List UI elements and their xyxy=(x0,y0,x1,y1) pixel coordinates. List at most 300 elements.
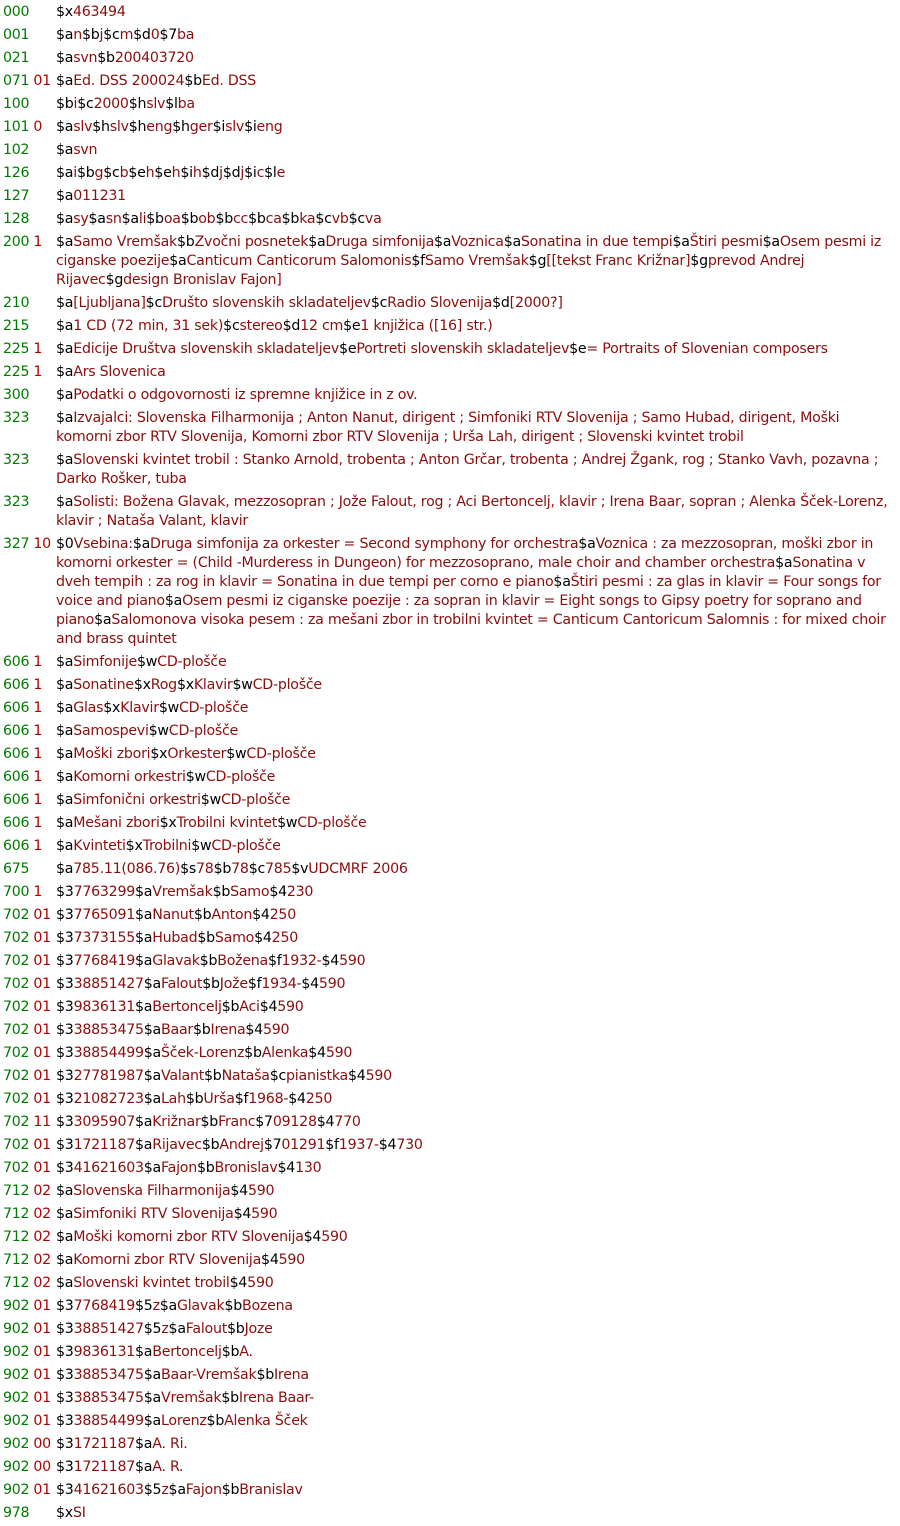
field-tag: 101 xyxy=(3,119,30,135)
field-tag-cell xyxy=(0,1320,56,1339)
subfield-value: slv xyxy=(146,96,166,112)
subfield-value: Podatki o odgovornosti iz spremne knjižice in z ov. xyxy=(73,387,418,403)
subfield-code: $a xyxy=(56,1275,74,1291)
subfield-value: 250 xyxy=(269,907,296,923)
subfield-value: 78 xyxy=(231,861,249,877)
marc-field-row xyxy=(0,493,900,531)
subfield-code: $b xyxy=(206,1413,225,1429)
subfield-value: Rog xyxy=(150,677,177,693)
subfield-value: 1932- xyxy=(281,953,322,969)
field-content xyxy=(56,768,900,787)
subfield-code: $a xyxy=(56,234,74,250)
subfield-value: pianistka xyxy=(286,1068,348,1084)
field-tag: 327 xyxy=(3,536,30,552)
subfield-value: g xyxy=(94,165,104,181)
marc-field-row xyxy=(0,340,900,359)
subfield-code: $a xyxy=(143,1413,162,1429)
field-content xyxy=(56,998,900,1017)
marc-field-row xyxy=(0,1021,900,1040)
subfield-code: $a xyxy=(135,930,153,946)
subfield-code: $g xyxy=(528,253,547,269)
subfield-code: $c xyxy=(103,27,120,43)
subfield-value: 590 xyxy=(318,976,346,992)
subfield-code: $a xyxy=(121,211,139,227)
subfield-code: $e xyxy=(569,341,587,357)
field-content xyxy=(56,317,900,336)
subfield-code: $b xyxy=(221,1482,240,1498)
subfield-value: Voznica : za mezzosopran, moški zbor in komorni orkester = (Child -Murderess in Dungeon) for mezzosoprano, male choir and chamber orchestra xyxy=(56,536,874,571)
subfield-code: $b xyxy=(199,953,218,969)
subfield-value: j xyxy=(240,165,245,181)
subfield-value: sy xyxy=(73,211,89,227)
field-content xyxy=(56,1458,900,1477)
subfield-code: $3 xyxy=(56,1436,74,1452)
subfield-value: design Bronislav Fajon] xyxy=(123,272,282,288)
marc-field-row xyxy=(0,814,900,833)
field-indicator: 1 xyxy=(33,364,43,380)
subfield-code: $4 xyxy=(245,1022,263,1038)
field-tag-cell xyxy=(0,1481,56,1500)
subfield-value: prevod Andrej Rijavec xyxy=(56,253,805,288)
field-tag-cell xyxy=(0,26,56,45)
subfield-value: Vremšak xyxy=(161,1390,222,1406)
subfield-code: $a xyxy=(135,907,153,923)
subfield-value: 3095907 xyxy=(73,1114,135,1130)
subfield-code: $a xyxy=(56,700,74,716)
subfield-value: [Ljubljana] xyxy=(73,295,146,311)
field-content xyxy=(56,883,900,902)
subfield-value: 011231 xyxy=(73,188,126,204)
marc-field-row xyxy=(0,26,900,45)
subfield-code: $f xyxy=(268,953,282,969)
subfield-code: $w xyxy=(226,746,247,762)
field-content xyxy=(56,745,900,764)
field-tag-cell xyxy=(0,141,56,160)
field-tag: 902 xyxy=(3,1367,30,1383)
marc-field-row xyxy=(0,451,900,489)
subfield-code: $a xyxy=(56,838,74,854)
field-content xyxy=(56,1297,900,1316)
subfield-value: Hubad xyxy=(152,930,198,946)
subfield-code: $4 xyxy=(348,1068,366,1084)
field-content xyxy=(56,187,900,206)
subfield-value: Radio Slovenija xyxy=(387,295,493,311)
subfield-code: $a xyxy=(143,1160,162,1176)
subfield-value: Sonatina v dveh tempih : za rog in klavir = Sonatina in due tempi per corno e piano xyxy=(56,555,866,590)
field-tag: 606 xyxy=(3,654,30,670)
subfield-value: h xyxy=(145,165,155,181)
subfield-code: $a xyxy=(143,1367,162,1383)
subfield-code: $a xyxy=(94,612,112,628)
subfield-code: $3 xyxy=(56,1160,74,1176)
subfield-code: $w xyxy=(185,769,206,785)
subfield-value: z xyxy=(161,1321,169,1337)
subfield-code: $3 xyxy=(56,1022,74,1038)
subfield-value: CD-plošče xyxy=(157,654,227,670)
subfield-code: $a xyxy=(56,815,74,831)
subfield-code: $a xyxy=(56,295,74,311)
field-tag-cell xyxy=(0,72,56,91)
field-content xyxy=(56,1389,900,1408)
subfield-code: $b xyxy=(81,27,100,43)
subfield-code: $x xyxy=(125,838,143,854)
field-content xyxy=(56,1021,900,1040)
field-indicator: 01 xyxy=(33,1482,51,1498)
marc-field-row xyxy=(0,1366,900,1385)
subfield-value: 7768419 xyxy=(73,1298,135,1314)
subfield-value: = Portraits of Slovenian composers xyxy=(586,341,828,357)
subfield-value: Sonatina in due tempi xyxy=(520,234,673,250)
field-indicator: 01 xyxy=(33,1160,51,1176)
subfield-code: $a xyxy=(56,410,74,426)
subfield-code: $c xyxy=(315,211,332,227)
field-tag-cell xyxy=(0,952,56,971)
subfield-value: Nanut xyxy=(152,907,194,923)
subfield-value: 2000 xyxy=(93,96,129,112)
field-tag-cell xyxy=(0,294,56,313)
subfield-code: $i xyxy=(212,119,226,135)
subfield-value: ba xyxy=(177,96,195,112)
subfield-code: $x xyxy=(133,677,151,693)
field-tag-cell xyxy=(0,722,56,741)
subfield-value: Klavir xyxy=(193,677,233,693)
subfield-code: $a xyxy=(56,211,74,227)
subfield-code: $3 xyxy=(56,1413,74,1429)
subfield-code: $3 xyxy=(56,1321,74,1337)
subfield-value: z xyxy=(152,1298,160,1314)
subfield-value: 38853475 xyxy=(73,1390,144,1406)
field-tag-cell xyxy=(0,164,56,183)
subfield-value: 590 xyxy=(278,1252,305,1268)
field-indicator: 00 xyxy=(33,1459,51,1475)
subfield-value: Izvajalci: Slovenska Filharmonija ; Anton Nanut, dirigent ; Simfoniki RTV Slovenija ; Samo Hubad, dirigent, Moški komorni zbor RTV Slovenija, Komorni zbor RTV Slovenija ; Urša Lah, dirigent ; Slovenski kvintet trobil xyxy=(56,410,840,445)
subfield-code: $b xyxy=(185,1091,204,1107)
subfield-value: Urša xyxy=(203,1091,235,1107)
subfield-code: $x xyxy=(150,746,168,762)
field-tag: 606 xyxy=(3,769,30,785)
field-indicator: 01 xyxy=(33,73,51,89)
field-tag: 712 xyxy=(3,1229,30,1245)
field-tag-cell xyxy=(0,791,56,810)
subfield-code: $h xyxy=(172,119,190,135)
field-tag: 702 xyxy=(3,1045,30,1061)
field-content xyxy=(56,409,900,447)
subfield-code: $c xyxy=(77,96,94,112)
field-content xyxy=(56,814,900,833)
subfield-value: 9836131 xyxy=(73,999,135,1015)
subfield-code: $3 xyxy=(56,976,74,992)
field-tag-cell xyxy=(0,1113,56,1132)
subfield-value: vb xyxy=(331,211,349,227)
subfield-value: Glavak xyxy=(177,1298,225,1314)
subfield-code: $a xyxy=(168,1482,186,1498)
subfield-value: cc xyxy=(232,211,249,227)
subfield-value: Irena xyxy=(273,1367,309,1383)
subfield-code: $a xyxy=(434,234,452,250)
field-tag-cell xyxy=(0,451,56,470)
subfield-code: $3 xyxy=(56,1298,74,1314)
field-tag-cell xyxy=(0,1274,56,1293)
field-tag: 700 xyxy=(3,884,30,900)
subfield-code: $3 xyxy=(56,1091,74,1107)
field-content xyxy=(56,1044,900,1063)
subfield-value: ka xyxy=(299,211,316,227)
subfield-code: $b xyxy=(146,211,164,227)
subfield-code: $3 xyxy=(56,999,74,1015)
field-indicator: 01 xyxy=(33,976,51,992)
subfield-value: 1721187 xyxy=(73,1459,135,1475)
field-content xyxy=(56,386,900,405)
marc-field-row xyxy=(0,164,900,183)
field-tag: 702 xyxy=(3,907,30,923)
subfield-value: Vsebina: xyxy=(73,536,133,552)
field-indicator: 01 xyxy=(33,1137,51,1153)
marc-field-row xyxy=(0,72,900,91)
subfield-value: z xyxy=(161,1482,169,1498)
subfield-code: $b xyxy=(97,50,115,66)
field-content xyxy=(56,791,900,810)
subfield-value: 1937- xyxy=(338,1137,379,1153)
subfield-value: Druga simfonija xyxy=(325,234,435,250)
field-tag-cell xyxy=(0,1228,56,1247)
field-tag-cell xyxy=(0,1412,56,1431)
field-tag: 902 xyxy=(3,1459,30,1475)
marc-field-row xyxy=(0,975,900,994)
marc-field-row xyxy=(0,363,900,382)
field-content xyxy=(56,860,900,879)
field-tag: 127 xyxy=(3,188,30,204)
subfield-code: $f xyxy=(247,976,262,992)
subfield-value: Štiri pesmi : za glas in klavir = Four songs for voice and piano xyxy=(56,574,881,609)
field-indicator: 1 xyxy=(33,700,43,716)
field-tag: 902 xyxy=(3,1321,30,1337)
field-tag: 225 xyxy=(3,364,30,380)
field-indicator: 1 xyxy=(33,341,43,357)
subfield-code: $a xyxy=(56,387,74,403)
subfield-value: 1968- xyxy=(248,1091,289,1107)
subfield-code: $e xyxy=(339,341,357,357)
marc-field-row xyxy=(0,1412,900,1431)
field-indicator: 01 xyxy=(33,1091,51,1107)
subfield-value: Glas xyxy=(73,700,104,716)
subfield-value: Simfonije xyxy=(73,654,138,670)
subfield-code: $a xyxy=(578,536,596,552)
subfield-code: $a xyxy=(56,746,74,762)
field-tag-cell xyxy=(0,493,56,512)
marc-field-row xyxy=(0,1136,900,1155)
subfield-code: $b xyxy=(193,907,212,923)
subfield-value: CD-plošče xyxy=(168,723,239,739)
subfield-code: $s xyxy=(180,861,197,877)
subfield-value: 38854499 xyxy=(73,1413,144,1429)
subfield-value: slv xyxy=(225,119,245,135)
field-tag-cell xyxy=(0,535,56,554)
subfield-code: $b xyxy=(184,73,202,89)
subfield-value: j xyxy=(99,27,104,43)
subfield-code: $a xyxy=(775,555,793,571)
field-tag-cell xyxy=(0,1044,56,1063)
subfield-code: $c xyxy=(348,211,365,227)
subfield-code: $3 xyxy=(56,1045,74,1061)
subfield-value: Fajon xyxy=(161,1160,197,1176)
field-tag: 102 xyxy=(3,142,30,158)
field-tag-cell xyxy=(0,187,56,206)
field-tag: 000 xyxy=(3,4,30,20)
marc-field-row xyxy=(0,929,900,948)
subfield-value: Bronislav xyxy=(214,1160,278,1176)
subfield-code: $a xyxy=(135,884,153,900)
field-tag: 702 xyxy=(3,1022,30,1038)
subfield-value: Klavir xyxy=(120,700,159,716)
subfield-value: Valant xyxy=(161,1068,205,1084)
subfield-code: $4 xyxy=(378,1137,397,1153)
field-tag: 071 xyxy=(3,73,30,89)
subfield-code: $a xyxy=(143,1091,162,1107)
subfield-code: $b xyxy=(212,884,231,900)
field-tag-cell xyxy=(0,929,56,948)
marc-field-row xyxy=(0,952,900,971)
subfield-code: $b xyxy=(196,1160,215,1176)
subfield-code: $b xyxy=(213,861,232,877)
subfield-code: $b xyxy=(204,1068,222,1084)
subfield-code: $w xyxy=(191,838,212,854)
subfield-code: $b xyxy=(215,211,233,227)
marc-field-row xyxy=(0,837,900,856)
field-tag: 606 xyxy=(3,700,30,716)
subfield-code: $a xyxy=(56,792,74,808)
subfield-code: $3 xyxy=(56,1482,74,1498)
subfield-value: Ed. DSS xyxy=(201,73,257,89)
subfield-value: 1934- xyxy=(261,976,302,992)
subfield-code: $a xyxy=(88,211,106,227)
field-indicator: 1 xyxy=(33,838,43,854)
marc-field-row xyxy=(0,233,900,290)
subfield-value: 21082723 xyxy=(73,1091,144,1107)
field-tag-cell xyxy=(0,95,56,114)
subfield-value: Orkester xyxy=(167,746,227,762)
field-tag-cell xyxy=(0,699,56,718)
subfield-value: Falout xyxy=(161,976,203,992)
field-content xyxy=(56,49,900,68)
field-tag: 702 xyxy=(3,953,30,969)
marc-field-row xyxy=(0,95,900,114)
subfield-value: stereo xyxy=(239,318,283,334)
field-tag: 702 xyxy=(3,930,30,946)
marc-field-row xyxy=(0,141,900,160)
field-content xyxy=(56,1159,900,1178)
subfield-code: $3 xyxy=(56,1068,74,1084)
subfield-code: $a xyxy=(135,1137,153,1153)
subfield-value: 7765091 xyxy=(73,907,135,923)
subfield-code: $3 xyxy=(56,1390,74,1406)
subfield-value: 9836131 xyxy=(73,1344,135,1360)
subfield-value: CD-plošče xyxy=(220,792,291,808)
subfield-value: A. xyxy=(239,1344,253,1360)
subfield-code: $i xyxy=(244,165,257,181)
subfield-value: oa xyxy=(163,211,181,227)
subfield-code: $b xyxy=(221,999,240,1015)
subfield-value: eng xyxy=(146,119,173,135)
field-tag-cell xyxy=(0,233,56,252)
subfield-value: Fajon xyxy=(185,1482,222,1498)
subfield-code: $i xyxy=(180,165,193,181)
subfield-code: $a xyxy=(56,364,74,380)
subfield-code: $a xyxy=(56,1183,74,1199)
subfield-value: n xyxy=(73,27,82,43)
subfield-value: Voznica xyxy=(451,234,504,250)
field-content xyxy=(56,1320,900,1339)
field-content xyxy=(56,363,900,382)
subfield-code: $a xyxy=(56,769,74,785)
field-content xyxy=(56,26,900,45)
subfield-value: Kvinteti xyxy=(73,838,126,854)
subfield-value: Andrej xyxy=(219,1137,264,1153)
subfield-value: Slovenska Filharmonija xyxy=(73,1183,231,1199)
field-indicator: 01 xyxy=(33,1344,51,1360)
field-content xyxy=(56,1090,900,1109)
subfield-value: i xyxy=(73,165,77,181)
subfield-value: Moški komorni zbor RTV Slovenija xyxy=(73,1229,304,1245)
subfield-code: $b xyxy=(177,234,195,250)
subfield-code: $a xyxy=(56,452,74,468)
field-tag: 702 xyxy=(3,1068,30,1084)
subfield-value: 590 xyxy=(262,1022,290,1038)
subfield-code: $a xyxy=(135,953,153,969)
field-indicator: 1 xyxy=(33,746,43,762)
subfield-code: $c xyxy=(145,295,162,311)
field-tag-cell xyxy=(0,975,56,994)
subfield-code: $a xyxy=(762,234,780,250)
field-content xyxy=(56,1067,900,1086)
field-tag-cell xyxy=(0,1389,56,1408)
field-tag-cell xyxy=(0,3,56,22)
field-tag-cell xyxy=(0,210,56,229)
subfield-value: Lorenz xyxy=(161,1413,207,1429)
subfield-code: $4 xyxy=(321,953,340,969)
subfield-value: 1721187 xyxy=(73,1436,135,1452)
marc-field-row xyxy=(0,1251,900,1270)
field-tag-cell xyxy=(0,883,56,902)
field-tag-cell xyxy=(0,1504,56,1523)
subfield-code: $x xyxy=(56,1505,73,1521)
subfield-code: $4 xyxy=(277,1160,296,1176)
marc-field-row xyxy=(0,409,900,447)
field-indicator: 1 xyxy=(33,884,43,900)
field-content xyxy=(56,1435,900,1454)
subfield-code: $a xyxy=(135,1344,153,1360)
subfield-code: $a xyxy=(135,1459,153,1475)
subfield-code: $b xyxy=(221,1390,239,1406)
field-indicator: 1 xyxy=(33,769,43,785)
subfield-value: 78 xyxy=(196,861,214,877)
subfield-code: $w xyxy=(200,792,221,808)
marc-field-row xyxy=(0,1297,900,1316)
subfield-value: Trobilni xyxy=(142,838,192,854)
marc-field-row xyxy=(0,1205,900,1224)
subfield-code: $a xyxy=(132,536,151,552)
field-indicator: 01 xyxy=(33,907,51,923)
field-tag: 225 xyxy=(3,341,30,357)
marc-field-row xyxy=(0,1274,900,1293)
subfield-code: $3 xyxy=(56,1114,74,1130)
subfield-value: Vremšak xyxy=(152,884,213,900)
subfield-code: $7 xyxy=(263,1137,282,1153)
subfield-code: $3 xyxy=(56,907,74,923)
field-content xyxy=(56,952,900,971)
subfield-code: $3 xyxy=(56,884,74,900)
field-content xyxy=(56,535,900,649)
field-tag: 200 xyxy=(3,234,30,250)
